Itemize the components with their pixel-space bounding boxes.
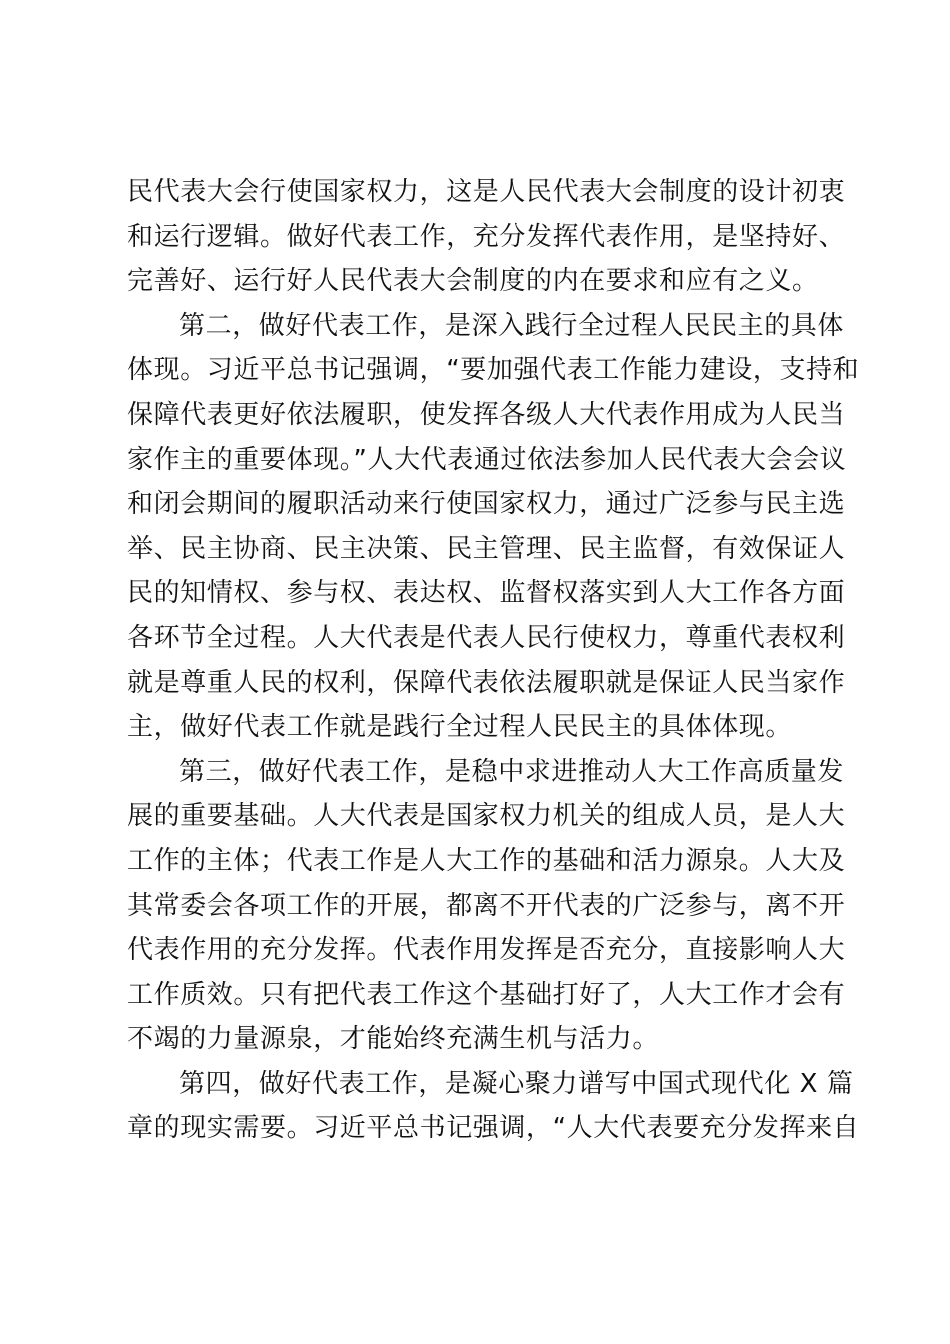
text-line: 保障代表更好依法履职，使发挥各级人大代表作用成为人民当 (127, 399, 846, 430)
text-line: 体现。习近平总书记强调，“要加强代表工作能力建设，支持和 (127, 355, 860, 386)
text-line: 代表作用的充分发挥。代表作用发挥是否充分，直接影响人大 (127, 935, 846, 966)
text-line: 其常委会各项工作的开展，都离不开代表的广泛参与，离不开 (127, 890, 846, 921)
text-line: 工作质效。只有把代表工作这个基础打好了，人大工作才会有 (127, 979, 846, 1010)
paragraph-start-line: 第二，做好代表工作，是深入践行全过程人民民主的具体 (179, 310, 845, 341)
paragraph-start-line: 第三，做好代表工作，是稳中求进推动人大工作高质量发 (179, 756, 845, 787)
text-line: 工作的主体；代表工作是人大工作的基础和活力源泉。人大及 (127, 845, 846, 876)
text-line: 民代表大会行使国家权力，这是人民代表大会制度的设计初衷 (127, 177, 846, 207)
text-line: 章的现实需要。习近平总书记强调，“人大代表要充分发挥来自 (127, 1113, 860, 1144)
text-line: 家作主的重要体现。”人大代表通过依法参加人民代表大会会议 (127, 444, 847, 475)
text-line: 各环节全过程。人大代表是代表人民行使权力，尊重代表权利 (127, 622, 846, 653)
paragraph-start-line: 第四，做好代表工作，是凝心聚力谱写中国式现代化 X 篇 (179, 1068, 854, 1099)
text-line: 举、民主协商、民主决策、民主管理、民主监督，有效保证人 (127, 533, 846, 564)
text-line: 和运行逻辑。做好代表工作，充分发挥代表作用，是坚持好、 (127, 221, 846, 252)
text-line: 民的知情权、参与权、表达权、监督权落实到人大工作各方面 (127, 578, 846, 609)
text-line: 展的重要基础。人大代表是国家权力机关的组成人员，是人大 (127, 801, 846, 832)
text-line: 就是尊重人民的权利，保障代表依法履职就是保证人民当家作 (127, 667, 846, 698)
text-line: 不竭的力量源泉，才能始终充满生机与活力。 (127, 1024, 660, 1055)
text-line: 主，做好代表工作就是践行全过程人民民主的具体体现。 (127, 712, 793, 743)
text-line: 和闭会期间的履职活动来行使国家权力，通过广泛参与民主选 (127, 489, 846, 520)
text-line: 完善好、运行好人民代表大会制度的内在要求和应有之义。 (127, 266, 819, 297)
body-text (127, 170, 860, 1151)
